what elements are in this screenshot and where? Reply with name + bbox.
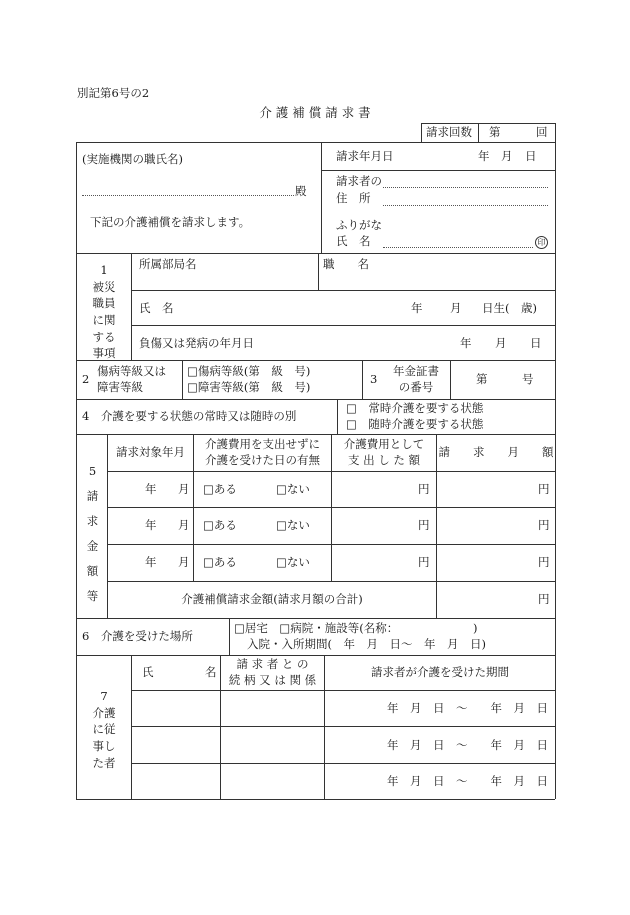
pension-go: 号 — [522, 372, 534, 386]
col-caregiver-name-2: 名 — [205, 665, 217, 679]
section1-heading-line: 事項 — [92, 346, 116, 361]
table-row: 年 月 日 〜 年 月 日 — [387, 701, 548, 715]
claim-count-kai: 回 — [536, 125, 548, 139]
claim-date-tsuki: 月 — [501, 149, 513, 163]
total-yen: 円 — [538, 592, 550, 606]
section7-heading-line: に従 — [92, 722, 116, 737]
section1-heading-line: する — [92, 329, 116, 344]
row-nen: 年 — [145, 555, 157, 569]
claim-count-dai: 第 — [489, 125, 501, 139]
form-number: 別記第6号の2 — [77, 86, 150, 100]
addressee-label: (実施機関の職氏名) — [82, 152, 183, 166]
seal-mark — [535, 236, 548, 249]
address-dotted-line-1 — [383, 187, 548, 188]
addressee-dotted-line — [82, 195, 294, 196]
injury-grade-option[interactable]: □傷病等級(第 級 号) — [187, 364, 311, 378]
total-claim-label: 介護補償請求金額(請求月額の合計) — [181, 592, 363, 606]
row-aru-option[interactable]: □ある — [203, 518, 237, 532]
row-nai-option[interactable]: □ない — [276, 518, 310, 532]
section7-heading-line: 介護 — [92, 705, 116, 720]
section1-heading-line: に関 — [92, 313, 116, 328]
section6-label: 6 介護を受けた場所 — [82, 629, 193, 643]
row-yen-claim: 円 — [538, 555, 550, 569]
admission-period: 入院・入所期間( 年 月 日〜 年 月 日) — [247, 637, 486, 651]
col-expense-2: 介護を受けた日の有無 — [205, 453, 320, 467]
claim-count-label: 請求回数 — [426, 125, 472, 139]
section3-label-1: 年金証書 — [393, 364, 439, 378]
claim-date-hi: 日 — [525, 149, 537, 163]
form-title: 介 護 補 償 請 求 書 — [259, 105, 371, 120]
col-relation-1: 請 求 者 と の — [236, 657, 309, 671]
row-aru-option[interactable]: □ある — [203, 482, 237, 496]
col-expense-1: 介護費用を支出せずに — [205, 437, 320, 451]
col-relation-2: 続 柄 又 は 関 係 — [228, 673, 317, 687]
table-row: 年 月 日 〜 年 月 日 — [387, 738, 548, 752]
injury-hi: 日 — [530, 336, 542, 350]
claimant-address-label-2: 住 所 — [336, 191, 371, 205]
section2-number: 2 — [82, 372, 90, 386]
section7-heading — [88, 688, 120, 771]
section5-heading-line: 額 — [86, 564, 99, 578]
birth-tsuki: 月 — [450, 301, 462, 315]
section5-heading-line: 等 — [86, 589, 99, 603]
name-dotted-line — [383, 247, 533, 248]
claim-date-label: 請求年月日 — [336, 149, 394, 163]
section2-label-1: 傷病等級又は — [97, 364, 166, 378]
claimant-name-label: 氏 名 — [336, 234, 371, 248]
row-tsuki: 月 — [178, 482, 190, 496]
section3-label-2: の番号 — [398, 380, 434, 394]
section5-heading-line: 請 — [86, 489, 99, 503]
section1-heading-line: 1 — [100, 263, 108, 277]
employee-name-label: 氏 名 — [139, 301, 174, 315]
addressee-dono: 殿 — [295, 184, 307, 198]
section2-label-2: 障害等級 — [97, 380, 143, 394]
row-yen-claim: 円 — [538, 482, 550, 496]
injury-date-label: 負傷又は発病の年月日 — [139, 336, 254, 350]
care-place-options[interactable]: □居宅 □病院・施設等(名称： ) — [234, 621, 478, 635]
constant-care-option[interactable]: □ 常時介護を要する状態 — [346, 401, 484, 415]
section7-heading-line: 事し — [92, 739, 116, 754]
occasional-care-option[interactable]: □ 随時介護を要する状態 — [346, 417, 484, 431]
col-caregiver-name-1: 氏 — [142, 665, 154, 679]
col-paid-1: 介護費用として — [343, 437, 425, 451]
address-dotted-line-2 — [383, 205, 548, 206]
disability-grade-option[interactable]: □障害等級(第 級 号) — [187, 380, 311, 394]
row-nen: 年 — [145, 482, 157, 496]
birth-nen: 年 — [411, 301, 423, 315]
claim-date-nen: 年 — [478, 149, 490, 163]
dept-label: 所属部局名 — [139, 257, 197, 271]
row-yen-paid: 円 — [418, 555, 430, 569]
claimant-address-label-1: 請求者の — [336, 174, 382, 188]
col-paid-2: 支 出 し た 額 — [347, 453, 421, 467]
furigana-label: ふりがな — [336, 218, 382, 232]
claim-statement: 下記の介護補償を請求します。 — [90, 215, 251, 229]
row-tsuki: 月 — [178, 518, 190, 532]
table-row: 年 月 日 〜 年 月 日 — [387, 774, 548, 788]
injury-tsuki: 月 — [495, 336, 507, 350]
section1-heading — [88, 262, 120, 362]
row-aru-option[interactable]: □ある — [203, 555, 237, 569]
row-nai-option[interactable]: □ない — [276, 482, 310, 496]
section4-label: 4 介護を要する状態の常時又は随時の別 — [82, 409, 297, 423]
section1-heading-line: 被災 — [92, 279, 116, 294]
section5-heading — [80, 459, 105, 609]
section1-heading-line: 職員 — [92, 296, 116, 311]
row-yen-paid: 円 — [418, 482, 430, 496]
section5-heading-line: 金 — [86, 539, 99, 553]
section7-heading-line: 7 — [100, 689, 108, 703]
row-nai-option[interactable]: □ない — [276, 555, 310, 569]
birth-suffix: 日生( 歳) — [482, 301, 537, 315]
section7-heading-line: た者 — [92, 755, 116, 770]
col-monthly-claim: 請 求 月 額 — [438, 445, 554, 459]
pension-dai: 第 — [476, 372, 488, 386]
row-tsuki: 月 — [178, 555, 190, 569]
seal-icon: 印 — [535, 236, 548, 249]
row-yen-claim: 円 — [538, 518, 550, 532]
job-title-label: 職 名 — [323, 257, 369, 271]
row-nen: 年 — [145, 518, 157, 532]
injury-nen: 年 — [460, 336, 472, 350]
col-care-period: 請求者が介護を受けた期間 — [371, 665, 509, 679]
col-claim-month: 請求対象年月 — [116, 445, 185, 459]
section5-heading-line: 求 — [86, 514, 99, 528]
section3-number: 3 — [370, 372, 378, 386]
row-yen-paid: 円 — [418, 518, 430, 532]
section5-heading-line: 5 — [88, 464, 97, 478]
